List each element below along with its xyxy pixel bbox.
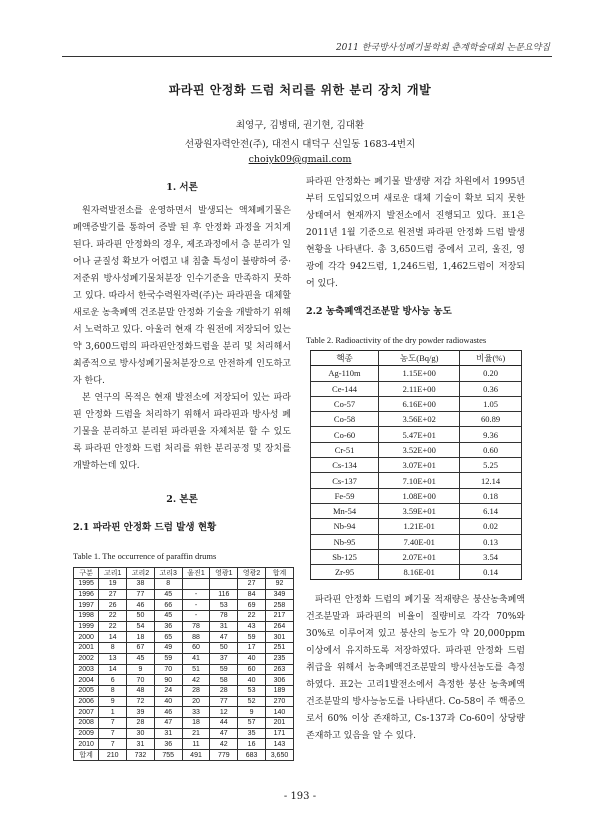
table1-cell: 263 [265, 664, 293, 675]
table1-cell: 22 [99, 611, 127, 622]
table1-cell: 171 [265, 728, 293, 739]
table1-cell: 59 [210, 664, 238, 675]
table1-cell: 27 [238, 579, 266, 590]
table-row [311, 396, 522, 411]
table1-cell: 50 [127, 611, 155, 622]
table2-cell: 0.02 [460, 519, 522, 534]
table1-cell: 70 [154, 664, 182, 675]
table1-cell: 2005 [74, 685, 99, 696]
table1-cell: 46 [154, 707, 182, 718]
table-row [74, 664, 294, 675]
table1-cell: 16 [238, 739, 266, 750]
table1-cell: 40 [238, 675, 266, 686]
table2-cell: 1.15E+00 [379, 366, 460, 381]
table1-cell: 40 [154, 696, 182, 707]
table1-cell: 28 [210, 685, 238, 696]
table1-cell: 42 [182, 675, 210, 686]
table1-cell: 306 [265, 675, 293, 686]
table2-cell: 12.14 [460, 473, 522, 488]
table1-cell: 77 [210, 696, 238, 707]
table2-cell: 3.52E+00 [379, 442, 460, 457]
table2-cell: 0.60 [460, 442, 522, 457]
table1-cell: 18 [182, 717, 210, 728]
table1-cell: 58 [210, 675, 238, 686]
subsection-2-2-heading: 2.2 농축폐액건조분말 방사능 농도 [306, 306, 452, 317]
table2-cell: Cs-137 [311, 473, 379, 488]
table1-cell: 38 [127, 579, 155, 590]
table1-cell: 77 [127, 589, 155, 600]
table2-header-row [311, 351, 522, 366]
table1-cell: 88 [182, 632, 210, 643]
table1-cell: 210 [99, 750, 127, 761]
table1-body [74, 579, 294, 761]
table1-cell: 66 [154, 600, 182, 611]
table-row [311, 366, 522, 381]
table1-cell: 217 [265, 611, 293, 622]
table1-cell: 2010 [74, 739, 99, 750]
table1-cell: 39 [127, 707, 155, 718]
table2-header-cell: 농도(Bq/g) [379, 351, 460, 366]
table1-cell: 50 [210, 643, 238, 654]
table-radioactivity [310, 350, 522, 580]
table1-cell: - [182, 611, 210, 622]
table1-cell: 6 [99, 675, 127, 686]
table1-cell: 52 [238, 696, 266, 707]
table-row [311, 412, 522, 427]
table-row [311, 519, 522, 534]
table1-cell [210, 579, 238, 590]
table2-cell: 0.13 [460, 534, 522, 549]
table2-cell: Cr-51 [311, 442, 379, 457]
table1-cell: 19 [99, 579, 127, 590]
table1-cell: 합계 [74, 750, 99, 761]
table1-cell: 349 [265, 589, 293, 600]
table-row [311, 503, 522, 518]
table-row [74, 632, 294, 643]
table1-cell: 21 [182, 728, 210, 739]
table-row [74, 707, 294, 718]
table1-cell: 47 [210, 728, 238, 739]
table1-cell: 42 [210, 739, 238, 750]
table1-cell: 45 [154, 611, 182, 622]
table1-cell: 40 [238, 653, 266, 664]
table2-cell: 1.21E-01 [379, 519, 460, 534]
table1-cell: 2002 [74, 653, 99, 664]
table1-cell: 92 [265, 579, 293, 590]
table1-cell: 1999 [74, 621, 99, 632]
table-row [311, 549, 522, 564]
table1-cell: 84 [238, 589, 266, 600]
table-row [311, 381, 522, 396]
table-row [74, 728, 294, 739]
table1-cell: 59 [238, 632, 266, 643]
section-2-1-paragraph: 파라핀 안정화는 폐기물 발생량 저감 차원에서 1995년부터 도입되었으며 새로운 대체 기술이 확보 되지 못한 상태여서 현재까지 발전소에서 진행되고 있다. 표1은 2011년 1월 기준으로 원전별 파라핀 안정화 드럼 발생현황을 나타낸다. 총 3,650드럼 중에서 고리, 울진, 영광에 각각 942드럼, 1,246드럼, 1,462드럼이 저장되어 있다. [306, 177, 525, 289]
table1-cell: 31 [154, 728, 182, 739]
table1-cell: 9 [238, 707, 266, 718]
email-link[interactable]: choiyk09@gmail.com [248, 154, 352, 165]
table1-cell: 116 [210, 589, 238, 600]
table1-cell: 48 [127, 685, 155, 696]
table1-cell: 44 [210, 717, 238, 728]
table1-cell: 51 [182, 664, 210, 675]
table2-cell: Nb-95 [311, 534, 379, 549]
table-row [311, 427, 522, 442]
table1-cell: 78 [210, 611, 238, 622]
table-row [74, 621, 294, 632]
table1-cell: 2007 [74, 707, 99, 718]
table1-cell: 7 [99, 739, 127, 750]
table-row [311, 565, 522, 580]
table1-cell: 1998 [74, 611, 99, 622]
table1-cell: 1997 [74, 600, 99, 611]
page-number: - 193 - [283, 791, 317, 802]
table-paraffin-drums [73, 567, 294, 761]
table2-cell: Zr-95 [311, 565, 379, 580]
table1-cell: 22 [238, 611, 266, 622]
table2-cell: 2.07E+01 [379, 549, 460, 564]
table-row [74, 717, 294, 728]
table1-cell: 18 [127, 632, 155, 643]
table2-cell: Fe-59 [311, 488, 379, 503]
table1-cell: 2009 [74, 728, 99, 739]
table2-header-cell: 핵종 [311, 351, 379, 366]
table2-cell: Co-57 [311, 396, 379, 411]
table-row [311, 534, 522, 549]
table-row [74, 589, 294, 600]
table1-cell: 33 [182, 707, 210, 718]
affiliation: 선광원자력안전(주), 대전시 대덕구 신일동 1683-4번지 [184, 139, 416, 150]
table1-cell: 31 [210, 621, 238, 632]
table-row [74, 739, 294, 750]
table-row [74, 579, 294, 590]
table1-cell: 70 [127, 675, 155, 686]
table1-cell: 65 [154, 632, 182, 643]
table1-cell: 30 [127, 728, 155, 739]
table-row [74, 643, 294, 654]
table2-cell: 8.16E-01 [379, 565, 460, 580]
table1-cell: 20 [182, 696, 210, 707]
table2-caption: Table 2. Radioactivity of the dry powder radiowastes [306, 335, 487, 345]
table2-cell: 6.14 [460, 503, 522, 518]
table2-cell: 1.08E+00 [379, 488, 460, 503]
table1-cell: - [182, 589, 210, 600]
table1-cell: 189 [265, 685, 293, 696]
table-row [311, 442, 522, 457]
table2-cell: 60.89 [460, 412, 522, 427]
table-row [74, 696, 294, 707]
table-row [311, 488, 522, 503]
table1-cell: 13 [99, 653, 127, 664]
table1-cell [182, 579, 210, 590]
table2-header-cell: 비율(%) [460, 351, 522, 366]
table1-cell: 9 [99, 696, 127, 707]
table1-cell: 69 [238, 600, 266, 611]
table2-body [311, 366, 522, 580]
table-row [74, 750, 294, 761]
table1-cell: 683 [238, 750, 266, 761]
table2-cell: Cs-134 [311, 458, 379, 473]
table1-cell: 47 [210, 632, 238, 643]
table1-cell: 235 [265, 653, 293, 664]
subsection-2-1-heading: 2.1 파라핀 안정화 드럼 발생 현황 [73, 522, 217, 533]
table1-cell: 3,650 [265, 750, 293, 761]
table2-cell: 5.47E+01 [379, 427, 460, 442]
table1-cell: 24 [154, 685, 182, 696]
table-row [74, 611, 294, 622]
table1-cell: 201 [265, 717, 293, 728]
table1-cell: 27 [99, 589, 127, 600]
table1-cell: 1 [99, 707, 127, 718]
table1-cell: 37 [210, 653, 238, 664]
table1-header-cell: 영광2 [238, 568, 266, 579]
table1-cell: 53 [210, 600, 238, 611]
table1-cell: 46 [127, 600, 155, 611]
table1-header-cell: 울진1 [182, 568, 210, 579]
table2-cell: 0.14 [460, 565, 522, 580]
table1-cell: 60 [182, 643, 210, 654]
table1-cell: 2003 [74, 664, 99, 675]
table1-cell: 45 [127, 653, 155, 664]
table1-cell: 54 [127, 621, 155, 632]
table1-cell: 17 [238, 643, 266, 654]
table1-cell: 14 [99, 632, 127, 643]
table1-cell: 7 [99, 717, 127, 728]
table1-cell: 251 [265, 643, 293, 654]
table2-cell: Mn-54 [311, 503, 379, 518]
table2-cell: 1.05 [460, 396, 522, 411]
table1-cell: 2000 [74, 632, 99, 643]
table2-cell: 3.59E+01 [379, 503, 460, 518]
table1-cell: 53 [238, 685, 266, 696]
table1-cell: 72 [127, 696, 155, 707]
table1-cell: 35 [238, 728, 266, 739]
table2-cell: 0.18 [460, 488, 522, 503]
table1-cell: 1995 [74, 579, 99, 590]
table2-cell: 3.56E+02 [379, 412, 460, 427]
author-list: 최영구, 김병태, 권기현, 김대환 [235, 120, 365, 131]
left-column [73, 177, 291, 761]
table1-cell: 57 [238, 717, 266, 728]
table2-cell: 3.54 [460, 549, 522, 564]
table2-cell: Sb-125 [311, 549, 379, 564]
table1-cell: 28 [127, 717, 155, 728]
header-rule [62, 56, 552, 57]
table2-cell: 5.25 [460, 458, 522, 473]
table1-cell: 140 [265, 707, 293, 718]
table1-cell: 41 [182, 653, 210, 664]
table1-cell: 258 [265, 600, 293, 611]
main-heading: 2. 본론 [166, 494, 198, 505]
table1-cell: 755 [154, 750, 182, 761]
table1-header-cell: 고리3 [154, 568, 182, 579]
table1-cell: - [182, 600, 210, 611]
table-row [74, 600, 294, 611]
table2-cell: Co-58 [311, 412, 379, 427]
table1-cell: 491 [182, 750, 210, 761]
table1-cell: 11 [182, 739, 210, 750]
table2-cell: Co-60 [311, 427, 379, 442]
table1-cell: 2008 [74, 717, 99, 728]
table2-cell: 0.20 [460, 366, 522, 381]
table1-cell: 2006 [74, 696, 99, 707]
table1-cell: 264 [265, 621, 293, 632]
table1-header-cell: 고리2 [127, 568, 155, 579]
table-row [74, 653, 294, 664]
table-row [74, 685, 294, 696]
table1-cell: 43 [238, 621, 266, 632]
table1-cell: 28 [182, 685, 210, 696]
table2-cell: 0.36 [460, 381, 522, 396]
table1-cell: 12 [210, 707, 238, 718]
table1-cell: 7 [99, 728, 127, 739]
table2-cell: 9.36 [460, 427, 522, 442]
table1-header-cell: 고리1 [99, 568, 127, 579]
table1-cell: 8 [154, 579, 182, 590]
table1-cell: 1996 [74, 589, 99, 600]
table1-cell: 60 [238, 664, 266, 675]
table1-cell: 36 [154, 621, 182, 632]
table1-cell: 2001 [74, 643, 99, 654]
table1-cell: 270 [265, 696, 293, 707]
paper-title: 파라핀 안정화 드럼 처리를 위한 분리 장치 개발 [168, 83, 432, 97]
table1-cell: 8 [99, 685, 127, 696]
table1-cell: 301 [265, 632, 293, 643]
table1-cell: 31 [127, 739, 155, 750]
table2-cell: 7.40E-01 [379, 534, 460, 549]
table1-header-row [74, 568, 294, 579]
table2-cell: 2.11E+00 [379, 381, 460, 396]
table1-cell: 14 [99, 664, 127, 675]
running-header: 2011 한국방사성폐기물학회 춘계학술대회 논문요약집 [335, 43, 550, 53]
table-row [74, 675, 294, 686]
table1-cell: 78 [182, 621, 210, 632]
table1-cell: 45 [154, 589, 182, 600]
table1-header-cell: 합계 [265, 568, 293, 579]
table1-cell: 59 [154, 653, 182, 664]
intro-heading: 1. 서론 [166, 182, 198, 193]
table2-cell: 7.10E+01 [379, 473, 460, 488]
table1-cell: 67 [127, 643, 155, 654]
table1-cell: 732 [127, 750, 155, 761]
table1-cell: 22 [99, 621, 127, 632]
table2-cell: 6.16E+00 [379, 396, 460, 411]
table2-cell: Ag-110m [311, 366, 379, 381]
table1-cell: 9 [127, 664, 155, 675]
table1-cell: 26 [99, 600, 127, 611]
table1-cell: 36 [154, 739, 182, 750]
intro-paragraph-2: 본 연구의 목적은 현재 발전소에 저장되어 있는 파라핀 안정화 드럼을 처리하기 위해서 파라핀과 방사성 폐기물을 분리하고 분리된 파라핀을 자체처분 할 수 있도록 파라핀 안정화 드럼 처리를 위한 분리공정 및 장치를 개발하는데 있다. [73, 393, 291, 471]
table1-cell: 47 [154, 717, 182, 728]
section-2-2-paragraph: 파라핀 안정화 드럼의 폐기물 적재량은 붕산농축폐액건조분말과 파라핀의 비율이 질량비로 각각 70%와 30%로 이루어져 있고 붕산의 농도가 약 20,000ppm 이상에서 유지하도록 저장하였다. 파라핀 안정화 드럼 취급을 위해서 농축폐액건조분말의 방사선농도를 측정하였다. 표2는 고리1발전소에서 측정한 붕산 농축폐액 건조분말의 방사능농도를 나타낸다. Co-58이 주 핵종으로서 60% 이상 존재하고, Cs-137과 Co-60이 상당량 존재하고 있음을 알 수 있다. [306, 595, 525, 742]
right-column [306, 177, 525, 745]
table1-cell: 90 [154, 675, 182, 686]
table1-cell: 143 [265, 739, 293, 750]
table2-cell: 3.07E+01 [379, 458, 460, 473]
intro-paragraph-1: 원자력발전소를 운영하면서 발생되는 액체폐기물은 폐액증발기를 통하여 증발 된 후 안정화 과정을 거치게 된다. 파라핀 안정화의 경우, 제조과정에서 층 분리가 일어나 균질성 확보가 어렵고 내 침출 특성이 불량하여 중·저준위 방사성폐기물처분장 인수기준을 만족하지 못하고 있다. 따라서 한국수력원자력(주)는 파라핀을 대체할 새로운 농축폐액 건조분말 안정화 기술을 개발하기 위해서 노력하고 있다. 아울러 현재 각 원전에 저장되어 있는 약 3,600드럼의 파라핀안정화드럼을 분리 및 처리해서 최종적으로 방사성폐기물처분장으로 안전하게 인도하고자 한다. [73, 206, 291, 386]
table1-header-cell: 영광1 [210, 568, 238, 579]
table1-header-cell: 구분 [74, 568, 99, 579]
table-row [311, 458, 522, 473]
table2-cell: Ce-144 [311, 381, 379, 396]
table1-cell: 49 [154, 643, 182, 654]
table1-cell: 2004 [74, 675, 99, 686]
table2-cell: Nb-94 [311, 519, 379, 534]
table1-cell: 779 [210, 750, 238, 761]
table1-caption: Table 1. The occurrence of paraffin drums [73, 551, 217, 561]
table-row [311, 473, 522, 488]
table1-cell: 8 [99, 643, 127, 654]
